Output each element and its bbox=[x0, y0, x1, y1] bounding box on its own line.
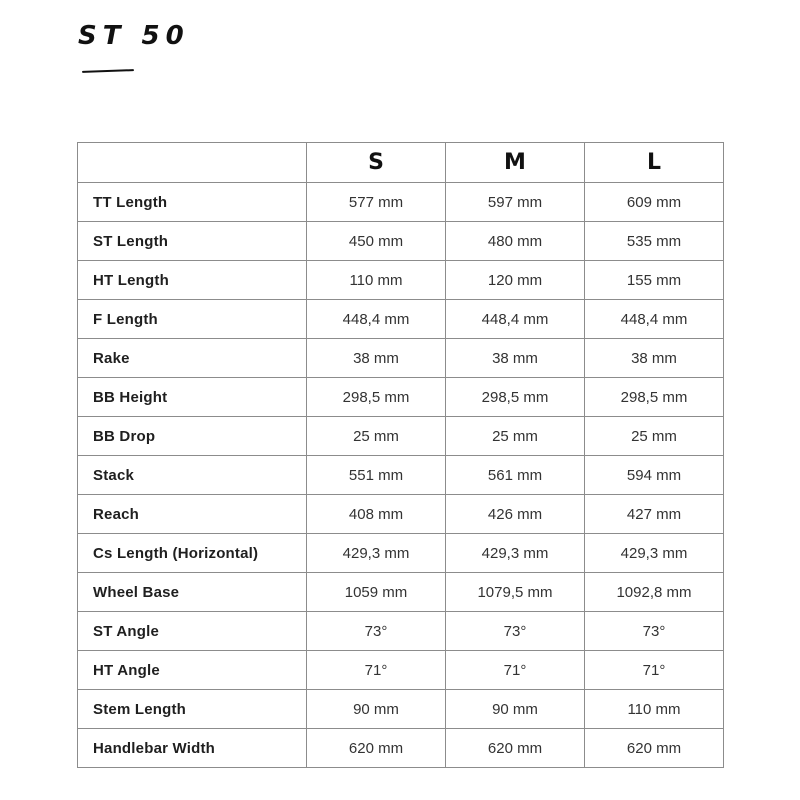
value-cell-size-m: 620 mm bbox=[446, 729, 585, 768]
value-cell-size-l: 620 mm bbox=[585, 729, 724, 768]
value-cell-size-s: 620 mm bbox=[307, 729, 446, 768]
value-cell-size-l: 71° bbox=[585, 651, 724, 690]
value-cell-size-m: 25 mm bbox=[446, 417, 585, 456]
value-cell-size-m: 429,3 mm bbox=[446, 534, 585, 573]
row-label: Reach bbox=[78, 495, 307, 534]
value-cell-size-s: 408 mm bbox=[307, 495, 446, 534]
row-label: F Length bbox=[78, 300, 307, 339]
header-cell-empty bbox=[78, 143, 307, 183]
value-cell-size-m: 480 mm bbox=[446, 222, 585, 261]
row-label: TT Length bbox=[78, 183, 307, 222]
row-label: Stack bbox=[78, 456, 307, 495]
row-label: HT Length bbox=[78, 261, 307, 300]
value-cell-size-s: 71° bbox=[307, 651, 446, 690]
value-cell-size-l: 1092,8 mm bbox=[585, 573, 724, 612]
value-cell-size-l: 535 mm bbox=[585, 222, 724, 261]
row-label: ST Length bbox=[78, 222, 307, 261]
row-label: Handlebar Width bbox=[78, 729, 307, 768]
value-cell-size-l: 73° bbox=[585, 612, 724, 651]
value-cell-size-m: 90 mm bbox=[446, 690, 585, 729]
value-cell-size-l: 25 mm bbox=[585, 417, 724, 456]
table-row bbox=[78, 261, 724, 300]
table-row bbox=[78, 495, 724, 534]
table-row bbox=[78, 534, 724, 573]
value-cell-size-l: 609 mm bbox=[585, 183, 724, 222]
value-cell-size-m: 561 mm bbox=[446, 456, 585, 495]
value-cell-size-l: 594 mm bbox=[585, 456, 724, 495]
value-cell-size-m: 1079,5 mm bbox=[446, 573, 585, 612]
value-cell-size-s: 73° bbox=[307, 612, 446, 651]
value-cell-size-m: 38 mm bbox=[446, 339, 585, 378]
row-label: BB Height bbox=[78, 378, 307, 417]
page-title: ST 50 bbox=[78, 21, 190, 51]
value-cell-size-m: 120 mm bbox=[446, 261, 585, 300]
value-cell-size-l: 38 mm bbox=[585, 339, 724, 378]
value-cell-size-l: 429,3 mm bbox=[585, 534, 724, 573]
table-row bbox=[78, 300, 724, 339]
table-row bbox=[78, 651, 724, 690]
row-label: ST Angle bbox=[78, 612, 307, 651]
table-body bbox=[78, 183, 724, 768]
value-cell-size-m: 597 mm bbox=[446, 183, 585, 222]
value-cell-size-s: 298,5 mm bbox=[307, 378, 446, 417]
title-underline bbox=[82, 69, 134, 73]
value-cell-size-s: 90 mm bbox=[307, 690, 446, 729]
row-label: Cs Length (Horizontal) bbox=[78, 534, 307, 573]
value-cell-size-m: 426 mm bbox=[446, 495, 585, 534]
table-row bbox=[78, 417, 724, 456]
value-cell-size-l: 298,5 mm bbox=[585, 378, 724, 417]
header-row bbox=[78, 143, 724, 183]
value-cell-size-l: 110 mm bbox=[585, 690, 724, 729]
value-cell-size-m: 298,5 mm bbox=[446, 378, 585, 417]
value-cell-size-s: 25 mm bbox=[307, 417, 446, 456]
geometry-table bbox=[77, 142, 724, 768]
table-row bbox=[78, 612, 724, 651]
value-cell-size-s: 450 mm bbox=[307, 222, 446, 261]
table-row bbox=[78, 339, 724, 378]
table-row bbox=[78, 183, 724, 222]
value-cell-size-s: 577 mm bbox=[307, 183, 446, 222]
row-label: BB Drop bbox=[78, 417, 307, 456]
value-cell-size-m: 73° bbox=[446, 612, 585, 651]
value-cell-size-s: 1059 mm bbox=[307, 573, 446, 612]
row-label: HT Angle bbox=[78, 651, 307, 690]
table-row bbox=[78, 456, 724, 495]
table-row bbox=[78, 573, 724, 612]
value-cell-size-s: 448,4 mm bbox=[307, 300, 446, 339]
value-cell-size-m: 71° bbox=[446, 651, 585, 690]
table-row bbox=[78, 378, 724, 417]
row-label: Stem Length bbox=[78, 690, 307, 729]
header-cell-size-m: M bbox=[446, 143, 585, 183]
row-label: Rake bbox=[78, 339, 307, 378]
value-cell-size-m: 448,4 mm bbox=[446, 300, 585, 339]
table-row bbox=[78, 222, 724, 261]
header-cell-size-s: S bbox=[307, 143, 446, 183]
row-label: Wheel Base bbox=[78, 573, 307, 612]
value-cell-size-l: 155 mm bbox=[585, 261, 724, 300]
table-row bbox=[78, 690, 724, 729]
table-row bbox=[78, 729, 724, 768]
value-cell-size-s: 551 mm bbox=[307, 456, 446, 495]
value-cell-size-l: 448,4 mm bbox=[585, 300, 724, 339]
header-cell-size-l: L bbox=[585, 143, 724, 183]
value-cell-size-s: 429,3 mm bbox=[307, 534, 446, 573]
value-cell-size-l: 427 mm bbox=[585, 495, 724, 534]
value-cell-size-s: 38 mm bbox=[307, 339, 446, 378]
value-cell-size-s: 110 mm bbox=[307, 261, 446, 300]
